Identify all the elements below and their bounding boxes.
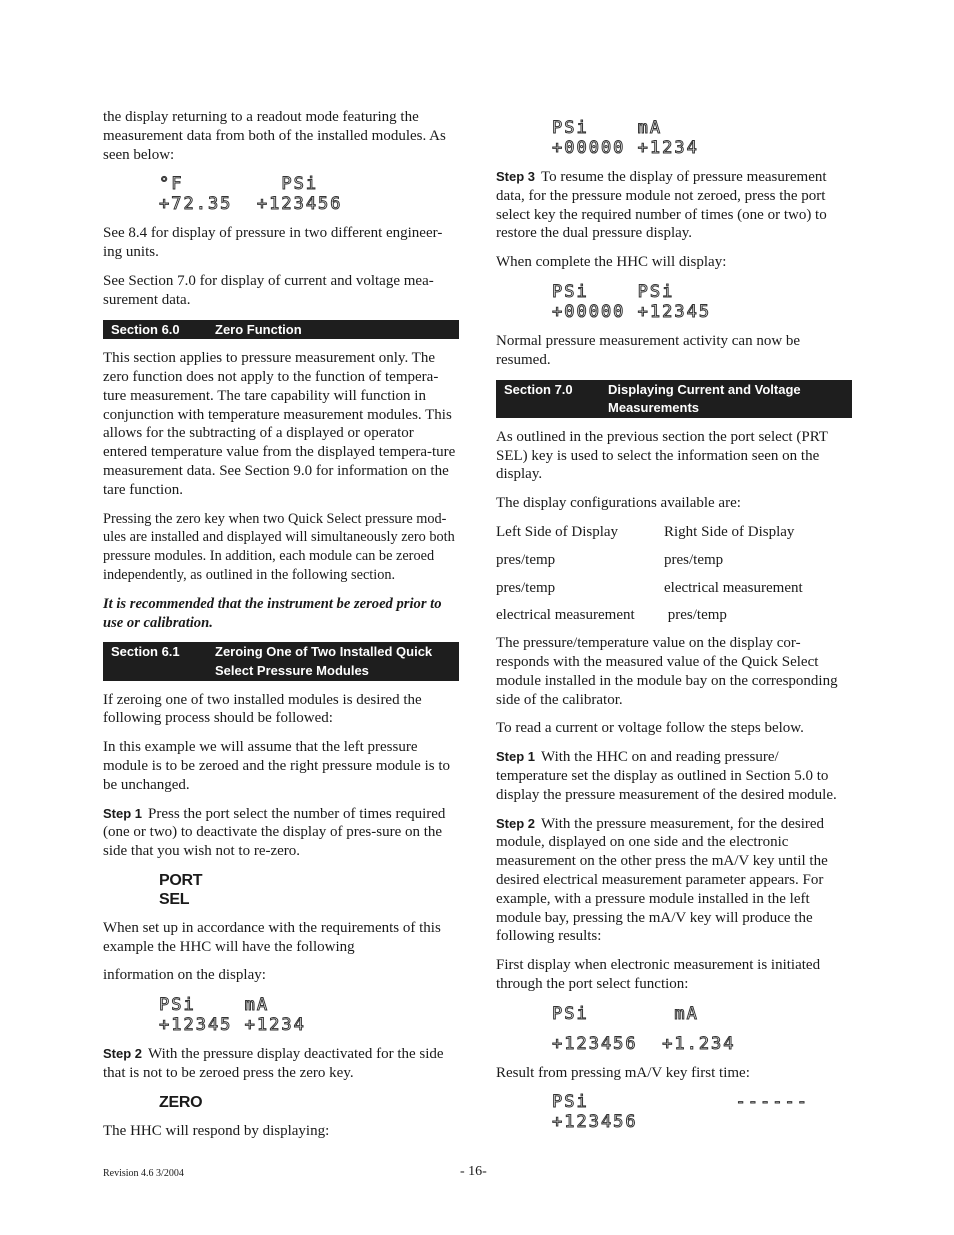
paragraph: information on the display:: [103, 967, 266, 984]
paragraph: This section applies to pressure measurement only. The zero function does not apply to the function of tempera-ture measurement. The tare capability will function in conjunction with temperature measurement modules. This allows for the subtracting of a displayed or operator entered temperature value from the displayed tempera-ture measurement data. See Section 9.0 for information on the tare function.: [103, 350, 456, 498]
paragraph: Result from pressing mA/V key first time:: [496, 1064, 750, 1081]
lcd-display: °F PSi +72.35 +123456: [159, 174, 343, 215]
revision-note: Revision 4.6 3/2004: [103, 1168, 184, 1179]
lcd-display: PSi mA: [552, 1003, 699, 1024]
paragraph: The HHC will respond by displaying:: [103, 1122, 330, 1139]
paragraph: the display returning to a readout mode featuring the measurement data from both of the installed modules. As seen below:: [103, 109, 446, 163]
zero-key-label: ZERO: [159, 1093, 203, 1111]
lcd-display: +123456 +1.234: [552, 1033, 736, 1054]
lcd-display: PSi mA +00000 +1234: [552, 118, 699, 158]
step-paragraph: Step 2 With the pressure measurement, for the desired module, displayed on one side and the electronic measurement on the other press the mA/V key until the desired electrical measurement parameter appears. For example, with a pressure module installed in the left module bay, pressing the mA/V key will produce the following results:: [496, 815, 828, 945]
step-paragraph: Step 1 With the HHC on and reading pressure/ temperature set the display as outlined in Section 5.0 to display the pressure measurement of the desired module.: [496, 749, 837, 803]
step-paragraph: Step 2 With the pressure display deactivated for the side that is not to be zeroed press the zero key.: [103, 1046, 444, 1082]
section-heading: Section 6.0 Zero Function: [103, 320, 459, 340]
paragraph: Pressing the zero key when two Quick Select pressure mod-ules are installed and displayed will simultaneously zero both pressure modules. In addition, each module can be zeroed independently, as outlined in the following section.: [103, 510, 455, 583]
lcd-display: PSi ------ +123456: [552, 1092, 809, 1133]
page-number: - 16-: [460, 1164, 487, 1179]
paragraph: As outlined in the previous section the port select (PRT SEL) key is used to select the information seen on the display.: [496, 428, 828, 483]
paragraph: In this example we will assume that the left pressure module is to be zeroed and the right pressure module is to be unchanged.: [103, 739, 450, 793]
lcd-display: PSi mA +12345 +1234: [159, 995, 306, 1036]
paragraph: See Section 7.0 for display of current and voltage mea-surement data.: [103, 272, 434, 308]
paragraph: When set up in accordance with the requirements of this example the HHC will have the following: [103, 919, 441, 955]
recommendation-note: It is recommended that the instrument be zeroed prior to use or calibration.: [103, 595, 442, 631]
config-row: pres/temp pres/temp: [496, 551, 724, 568]
config-row-header: Left Side of Display Right Side of Display: [496, 523, 795, 540]
paragraph: The pressure/temperature value on the display cor-responds with the measured value of the Quick Select module installed in the module bay on the corresponding side of the calibrator.: [496, 635, 838, 708]
paragraph: See 8.4 for display of pressure in two different engineer-ing units.: [103, 225, 443, 261]
paragraph: To read a current or voltage follow the steps below.: [496, 720, 804, 737]
paragraph: The display configurations available are:: [496, 495, 741, 512]
port-sel-key-label: PORT SEL: [159, 871, 203, 908]
paragraph: Normal pressure measurement activity can now be resumed.: [496, 332, 801, 368]
paragraph: First display when electronic measurement is initiated through the port select function:: [496, 957, 821, 992]
paragraph: When complete the HHC will display:: [496, 254, 727, 271]
lcd-display: PSi PSi +00000 +12345: [552, 281, 712, 322]
step-paragraph: Step 3 To resume the display of pressure measurement data, for the pressure module not zeroed, press the port select key the required number of times (one or two) to restore the dual pressure display.: [496, 169, 827, 242]
section-heading: Section 7.0 Displaying Current and Voltage Measurements: [496, 380, 852, 418]
left-column: [103, 108, 459, 1151]
section-heading: Section 6.1 Zeroing One of Two Installed Quick Select Pressure Modules: [103, 642, 459, 680]
config-row: electrical measurement pres/temp: [496, 607, 727, 624]
config-row: pres/temp electrical measurement: [496, 579, 803, 596]
right-column: [496, 118, 852, 1142]
paragraph: If zeroing one of two installed modules is desired the following process should be followed:: [103, 691, 422, 727]
step-paragraph: Step 1 Press the port select the number of times required (one or two) to deactivate the display of pres-sure on the side that you wish not to re-zero.: [103, 805, 446, 860]
